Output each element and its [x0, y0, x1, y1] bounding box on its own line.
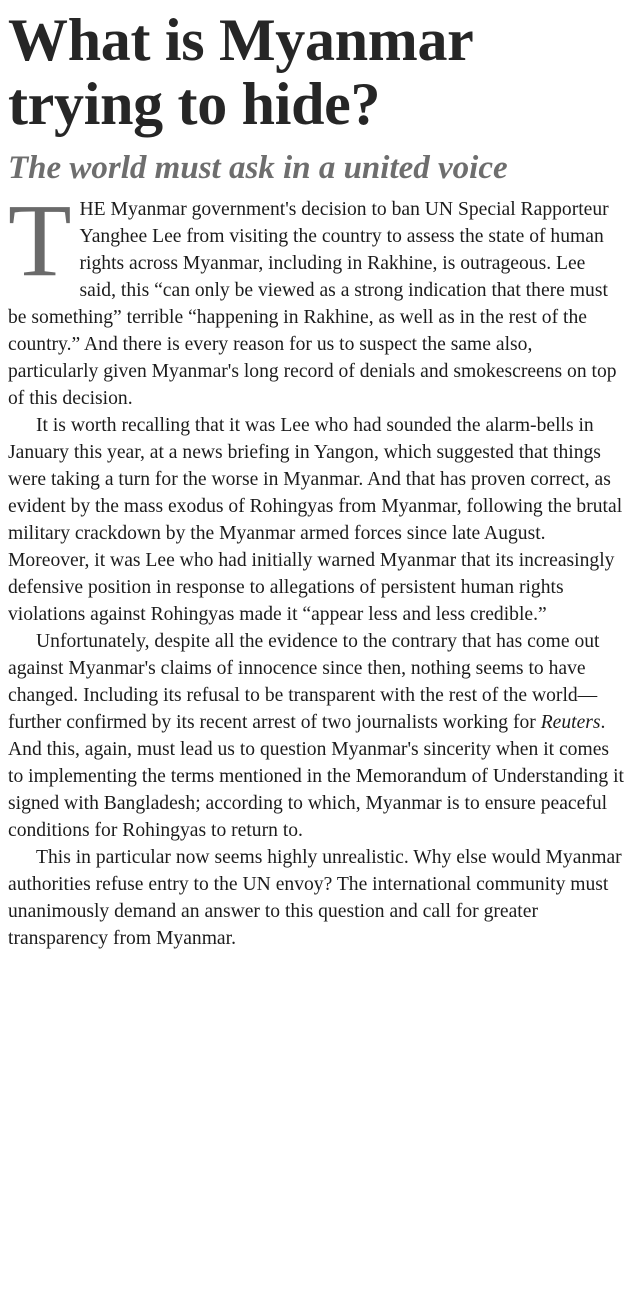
paragraph-3-text-before: Unfortunately, despite all the evidence to the contrary that has come out against Myanmar's claims of innocence since then, nothing seems to have changed. Including its refusal to be transparent with the rest of the world—further confirmed by its recent arrest of two journalists working for — [8, 631, 600, 733]
article — [8, 8, 624, 952]
paragraph-4: This in particular now seems highly unrealistic. Why else would Myanmar authorities refuse entry to the UN envoy? The international community must unanimously demand an answer to this question and call for greater transparency from Myanmar. — [8, 847, 622, 949]
subhead: The world must ask in a united voice — [8, 150, 508, 186]
paragraph-3-text-after: . And this, again, must lead us to question Myanmar's sincerity when it comes to implementing the terms mentioned in the Memorandum of Understanding it signed with Bangladesh; according to which, Myanmar is to ensure peaceful conditions for Rohingyas to return to. — [8, 712, 624, 841]
headline: What is Myanmar trying to hide? — [8, 7, 473, 137]
paragraph-1 — [8, 183, 624, 412]
paragraph-3 — [8, 628, 624, 844]
paragraph-2: It is worth recalling that it was Lee who had sounded the alarm-bells in January this year, at a news briefing in Yangon, which suggested that things were taking a turn for the worse in Myanmar. And that has proven correct, as evident by the mass exodus of Rohingyas from Myanmar, following the brutal military crackdown by the Myanmar armed forces since late August. Moreover, it was Lee who had initially warned Myanmar that its increasingly defensive position in response to allegations of persistent human rights violations against Rohingyas made it “appear less and less credible.” — [8, 415, 623, 625]
paragraph-1-text: HE Myanmar government's decision to ban UN Special Rapporteur Yanghee Lee from visiting the country to assess the state of human rights across Myanmar, including in Rakhine, is outrageous. Lee said, this “can only be viewed as a strong indication that there must be something” terrible “happening in Rakhine, as well as in the rest of the country.” And there is every reason for us to suspect the same also, particularly given Myanmar's long record of denials and smokescreens on top of this decision. — [8, 199, 617, 409]
publication-name: Reuters — [540, 712, 601, 733]
article-body — [8, 183, 624, 952]
drop-cap: T — [8, 183, 72, 298]
